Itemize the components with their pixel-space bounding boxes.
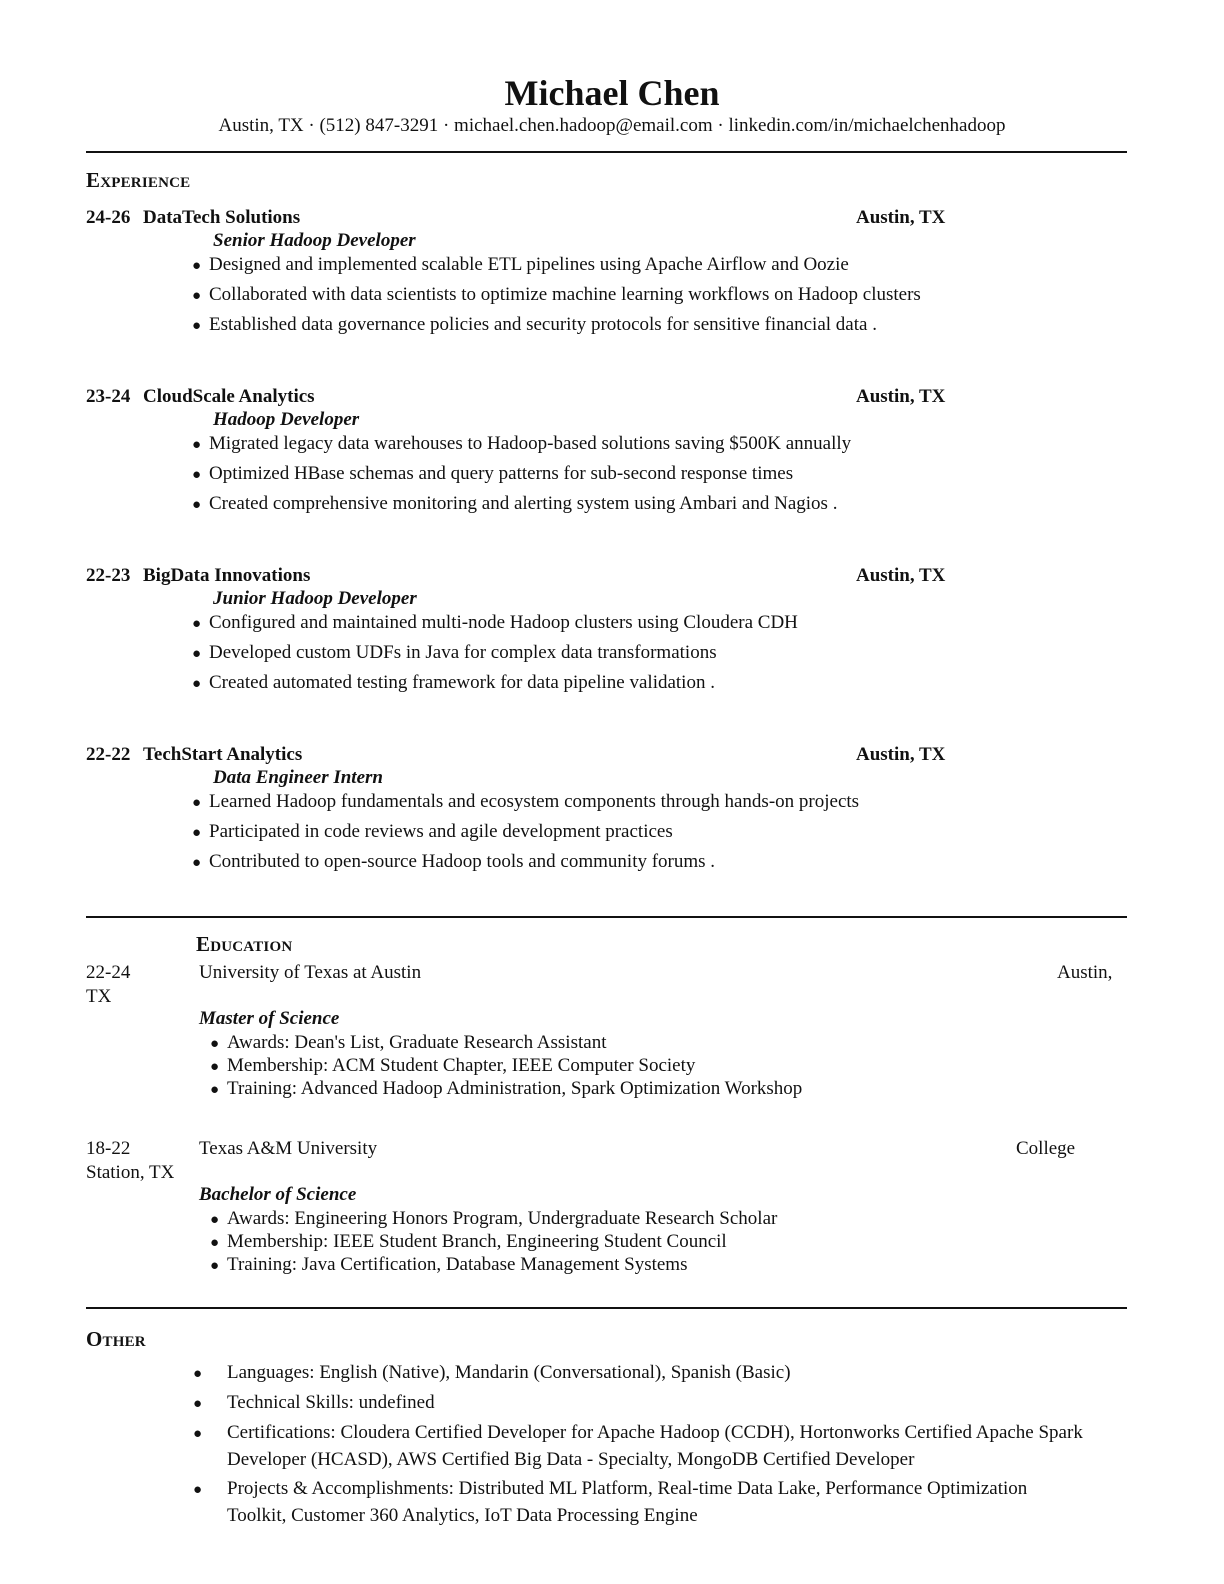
job-bullet-list [192,611,798,701]
education-school: Texas A&M University [199,1138,378,1159]
other-item: ● Technical Skills: undefined [210,1390,1090,1417]
bullet-icon: ● [192,497,202,513]
bullet-icon: ● [192,288,202,304]
bullet-icon: ● [192,855,202,871]
education-bullet: ● Membership: ACM Student Chapter, IEEE Computer Society [210,1054,802,1077]
bullet-icon: ● [192,467,202,483]
education-bullet: ● Training: Advanced Hadoop Administration, Spark Optimization Workshop [210,1077,802,1100]
job-dates: 24-26 [86,207,131,228]
contact-line: Austin, TX · (512) 847-3291 · michael.chen.hadoop@email.com · linkedin.com/in/michaelchenhadoop [218,115,1006,136]
education-degree: Bachelor of Science [199,1184,357,1205]
bullet-icon: ● [193,1426,203,1442]
bullet-icon: ● [210,1036,220,1052]
education-bullet: ● Awards: Dean's List, Graduate Research Assistant [210,1031,802,1054]
job-bullet: ● Participated in code reviews and agile development practices [192,820,859,850]
education-location-tail: Station, TX [86,1162,175,1183]
education-dates-location [86,1137,196,1185]
job-bullet: ● Optimized HBase schemas and query patterns for sub-second response times [192,462,851,492]
job-title: Hadoop Developer [213,409,360,430]
education-location-head: College [1016,1138,1076,1159]
education-bullet: ● Awards: Engineering Honors Program, Undergraduate Research Scholar [210,1207,777,1230]
job-bullet: ● Developed custom UDFs in Java for complex data transformations [192,641,798,671]
education-bullet: ● Membership: IEEE Student Branch, Engineering Student Council [210,1230,777,1253]
job-location: Austin, TX [856,565,946,586]
job-bullet: ● Migrated legacy data warehouses to Hadoop-based solutions saving $500K annually [192,432,851,462]
job-bullet: ● Configured and maintained multi-node Hadoop clusters using Cloudera CDH [192,611,798,641]
job-title: Senior Hadoop Developer [213,230,416,251]
job-bullet-list [192,790,859,880]
education-degree: Master of Science [199,1008,340,1029]
other-item: ● Certifications: Cloudera Certified Developer for Apache Hadoop (CCDH), Hortonworks Certified Apache Spark Developer (HCASD), AWS Certified Big Data - Specialty, MongoDB Certified Developer [193,1422,1083,1470]
bullet-icon: ● [192,795,202,811]
bullet-icon: ● [192,318,202,334]
job-bullet-list [192,253,921,343]
education-heading: Education [196,932,293,956]
other-heading: Other [86,1327,146,1351]
experience-heading: Experience [86,168,191,192]
job-title: Data Engineer Intern [213,767,383,788]
other-list [193,1360,1090,1532]
experience-divider [86,916,1127,918]
job-location: Austin, TX [856,744,946,765]
job-bullet: ● Designed and implemented scalable ETL pipelines using Apache Airflow and Oozie [192,253,921,283]
job-dates: 23-24 [86,386,131,407]
bullet-icon: ● [193,1366,203,1382]
job-bullet: ● Learned Hadoop fundamentals and ecosystem components through hands-on projects [192,790,859,820]
candidate-name: Michael Chen [504,73,720,113]
job-company: CloudScale Analytics [143,386,315,407]
education-bullet-list [210,1031,802,1100]
education-bullet-list [210,1207,777,1276]
job-title: Junior Hadoop Developer [213,588,417,609]
job-company: TechStart Analytics [143,744,303,765]
job-dates: 22-23 [86,565,131,586]
bullet-icon: ● [192,646,202,662]
other-item: ● Projects & Accomplishments: Distributed ML Platform, Real-time Data Lake, Performance Optimization Toolkit, Customer 360 Analytics, IoT Data Processing Engine [193,1478,1028,1526]
other-item: ● Languages: English (Native), Mandarin (Conversational), Spanish (Basic) [210,1360,1090,1387]
education-location-tail: TX [86,986,112,1007]
education-location-head: Austin, [1057,962,1113,983]
job-bullet: ● Collaborated with data scientists to optimize machine learning workflows on Hadoop clusters [192,283,921,313]
bullet-icon: ● [192,616,202,632]
education-dates: 22-24 [86,962,131,983]
bullet-icon: ● [210,1258,220,1274]
job-dates: 22-22 [86,744,131,765]
bullet-icon: ● [193,1482,203,1498]
education-divider [86,1307,1127,1309]
header-divider [86,151,1127,153]
education-dates-location [86,961,196,1009]
education-dates: 18-22 [86,1138,131,1159]
job-bullet-list [192,432,851,522]
job-company: BigData Innovations [143,565,311,586]
job-location: Austin, TX [856,207,946,228]
job-bullet: ● Contributed to open-source Hadoop tools and community forums . [192,850,859,880]
bullet-icon: ● [193,1396,203,1412]
job-bullet: ● Created automated testing framework for data pipeline validation . [192,671,798,701]
bullet-icon: ● [192,258,202,274]
education-bullet: ● Training: Java Certification, Database Management Systems [210,1253,777,1276]
bullet-icon: ● [210,1235,220,1251]
bullet-icon: ● [210,1059,220,1075]
bullet-icon: ● [192,825,202,841]
job-bullet: ● Created comprehensive monitoring and alerting system using Ambari and Nagios . [192,492,851,522]
bullet-icon: ● [210,1212,220,1228]
job-bullet: ● Established data governance policies and security protocols for sensitive financial data . [192,313,921,343]
bullet-icon: ● [192,676,202,692]
job-location: Austin, TX [856,386,946,407]
bullet-icon: ● [192,437,202,453]
bullet-icon: ● [210,1082,220,1098]
education-school: University of Texas at Austin [199,962,422,983]
job-company: DataTech Solutions [143,207,301,228]
